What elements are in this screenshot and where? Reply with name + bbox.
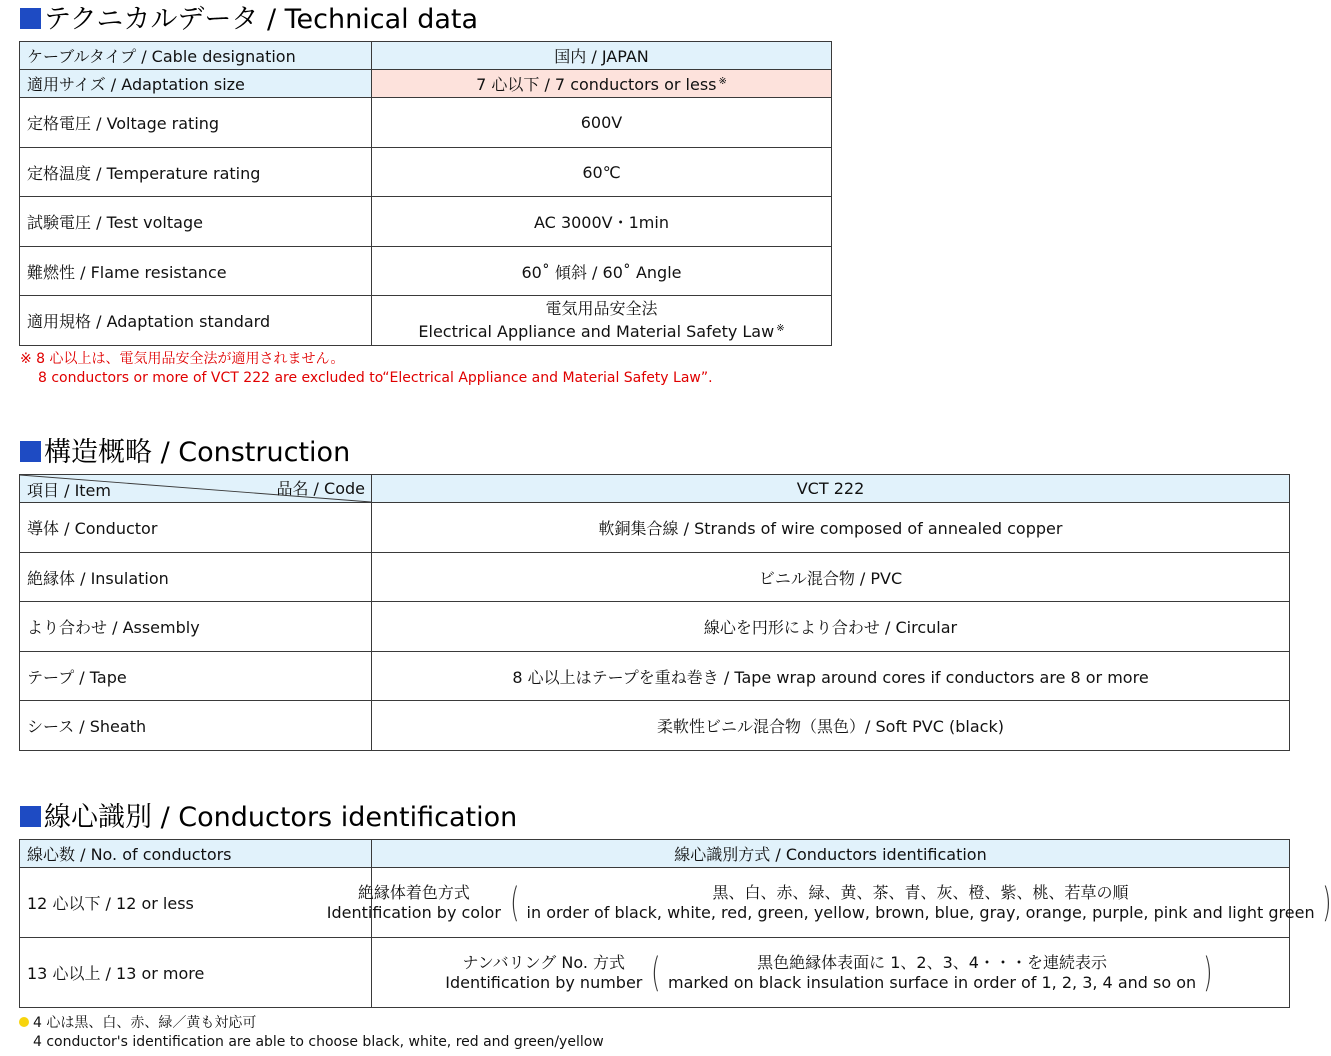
table-row	[20, 42, 832, 70]
identification-method-header: 線心識別方式 / Conductors identification	[372, 840, 1290, 868]
title-square-icon	[20, 8, 41, 29]
adaptation-standard-label: 適用規格 / Adaptation standard	[20, 296, 372, 346]
yellow-bullet-icon	[19, 1017, 29, 1027]
table-row	[20, 296, 832, 346]
flame-resistance-label: 難燃性 / Flame resistance	[20, 247, 372, 296]
technical-data-table	[19, 41, 832, 346]
insulation-label: 絶縁体 / Insulation	[20, 553, 372, 602]
assembly-label: より合わせ / Assembly	[20, 602, 372, 652]
open-paren-icon: (	[510, 879, 520, 926]
number-order: 黒色絶縁体表面に 1、2、3、4・・・を連続表示 marked on black insulation surface in order of 1, 2, 3, 4 and so on	[667, 952, 1197, 992]
assembly-value: 線心を円形により合わせ / Circular	[372, 602, 1290, 652]
header-code: 品名 / Code	[276, 479, 365, 498]
title-square-icon	[20, 441, 41, 462]
method-color: 絶縁体着色方式 Identification by color	[326, 882, 501, 922]
open-paren-icon: (	[651, 949, 661, 996]
adaptation-size-value: 7 心以下 / 7 conductors or less ※	[372, 70, 832, 98]
sheath-value: 柔軟性ビニル混合物（黒色）/ Soft PVC (black)	[372, 701, 1290, 751]
table-row	[20, 70, 832, 98]
flame-resistance-value: 60˚ 傾斜 / 60˚ Angle	[372, 247, 832, 296]
title-square-icon	[20, 806, 41, 827]
identification-footnote: 4 心は黒、白、赤、緑／黄も対応可 4 conductor's identification are able to choose black, white, red and green/yellow	[19, 1014, 604, 1052]
test-voltage-value: AC 3000V・1min	[372, 197, 832, 247]
table-row	[20, 602, 1290, 652]
number-identification-cell	[372, 938, 1290, 1008]
asterisk-mark: ※	[718, 76, 727, 87]
identification-table	[19, 839, 1331, 1008]
table-row	[20, 553, 1290, 602]
construction-title: 構造概略 / Construction	[20, 436, 350, 470]
temperature-rating-label: 定格温度 / Temperature rating	[20, 148, 372, 197]
table-row	[20, 701, 1290, 751]
adaptation-size-label: 適用サイズ / Adaptation size	[20, 70, 372, 98]
conductor-value: 軟銅集合線 / Strands of wire composed of annealed copper	[372, 503, 1290, 553]
temperature-rating-value: 60℃	[372, 148, 832, 197]
close-paren-icon: )	[1203, 949, 1213, 996]
table-row	[20, 868, 1290, 938]
color-order: 黒、白、赤、緑、黄、茶、青、灰、橙、紫、桃、若草の順 in order of black, white, red, green, yellow, brown, blue, gray, orange, purple, pink and light green	[526, 882, 1315, 922]
table-row	[20, 475, 1290, 503]
table-row	[20, 652, 1290, 701]
sheath-label: シース / Sheath	[20, 701, 372, 751]
method-number: ナンバリング No. 方式 Identification by number	[445, 952, 643, 992]
voltage-rating-label: 定格電圧 / Voltage rating	[20, 98, 372, 148]
identification-title: 線心識別 / Conductors identification	[20, 801, 517, 835]
tape-label: テープ / Tape	[20, 652, 372, 701]
conductor-count-header: 線心数 / No. of conductors	[20, 840, 372, 868]
header-item: 項目 / Item	[27, 481, 111, 500]
table-row	[20, 503, 1290, 553]
table-row	[20, 197, 832, 247]
cable-designation-value: 国内 / JAPAN	[372, 42, 832, 70]
product-code: VCT 222	[372, 475, 1290, 503]
tape-value: 8 心以上はテープを重ね巻き / Tape wrap around cores if conductors are 8 or more	[372, 652, 1290, 701]
construction-table	[19, 474, 1290, 751]
item-code-header	[20, 475, 372, 503]
table-row	[20, 247, 832, 296]
table-row	[20, 840, 1290, 868]
table-row	[20, 938, 1290, 1008]
twelve-or-less-label: 12 心以下 / 12 or less	[20, 868, 372, 938]
adaptation-standard-value: 電気用品安全法 Electrical Appliance and Material Safety Law ※	[372, 296, 832, 346]
technical-footnote: ※ 8 心以上は、電気用品安全法が適用されません。 8 conductors or more of VCT 222 are excluded to“Electrical Appliance and Material Safety Law”.	[20, 351, 713, 386]
insulation-value: ビニル混合物 / PVC	[372, 553, 1290, 602]
thirteen-or-more-label: 13 心以上 / 13 or more	[20, 938, 372, 1008]
table-row	[20, 148, 832, 197]
technical-data-title: テクニカルデータ / Technical data	[20, 3, 478, 37]
color-identification-cell	[326, 868, 1331, 938]
close-paren-icon: )	[1321, 879, 1331, 926]
conductor-label: 導体 / Conductor	[20, 503, 372, 553]
cable-designation-label: ケーブルタイプ / Cable designation	[20, 42, 372, 70]
test-voltage-label: 試験電圧 / Test voltage	[20, 197, 372, 247]
asterisk-mark: ※	[776, 323, 785, 334]
voltage-rating-value: 600V	[372, 98, 832, 148]
table-row	[20, 98, 832, 148]
